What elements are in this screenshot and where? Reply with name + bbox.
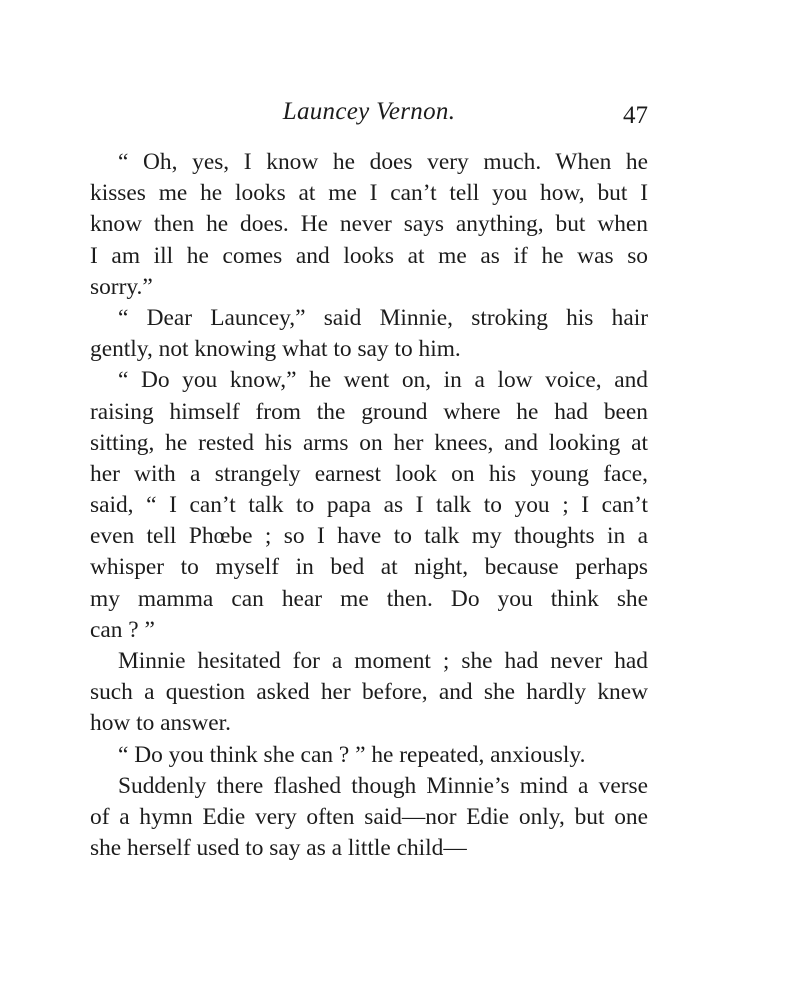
text-line: such a question asked her before, and she hardly knew <box>90 679 648 706</box>
text-line: Suddenly there flashed though Minnie’s mind a verse <box>118 772 648 799</box>
running-title: Launcey Vernon. <box>282 98 456 125</box>
text-line: sorry.” <box>90 273 153 300</box>
text-line: her with a strangely earnest look on his young face, <box>90 460 648 487</box>
text-line: she herself used to say as a little child— <box>90 835 467 862</box>
text-line: gently, not knowing what to say to him. <box>90 336 461 363</box>
body-text <box>90 147 648 864</box>
running-head <box>90 96 648 136</box>
text-line: “ Dear Launcey,” said Minnie, stroking his hair <box>118 304 648 331</box>
text-line: can ? ” <box>90 616 155 643</box>
text-line: Minnie hesitated for a moment ; she had never had <box>118 648 648 674</box>
text-line: “ Oh, yes, I know he does very much. When he <box>118 149 648 175</box>
text-line: of a hymn Edie very often said—nor Edie only, but one <box>90 803 648 830</box>
text-line: raising himself from the ground where he had been <box>90 398 648 425</box>
text-line: whisper to myself in bed at night, because perhaps <box>90 554 648 581</box>
text-line: kisses me he looks at me I can’t tell you how, but I <box>90 180 648 207</box>
text-line: I am ill he comes and looks at me as if he was so <box>90 242 648 269</box>
text-line: “ Do you know,” he went on, in a low voice, and <box>118 367 648 394</box>
text-line: know then he does. He never says anything, but when <box>90 211 648 238</box>
text-line: “ Do you think she can ? ” he repeated, anxiously. <box>118 741 586 768</box>
text-line: my mamma can hear me then. Do you think she <box>90 585 648 612</box>
text-line: said, “ I can’t talk to papa as I talk to you ; I can’t <box>90 492 648 519</box>
text-line: how to answer. <box>90 710 231 737</box>
text-line: even tell Phœbe ; so I have to talk my thoughts in a <box>90 523 648 550</box>
text-line: sitting, he rested his arms on her knees, and looking at <box>90 429 648 456</box>
page-number: 47 <box>623 102 648 129</box>
